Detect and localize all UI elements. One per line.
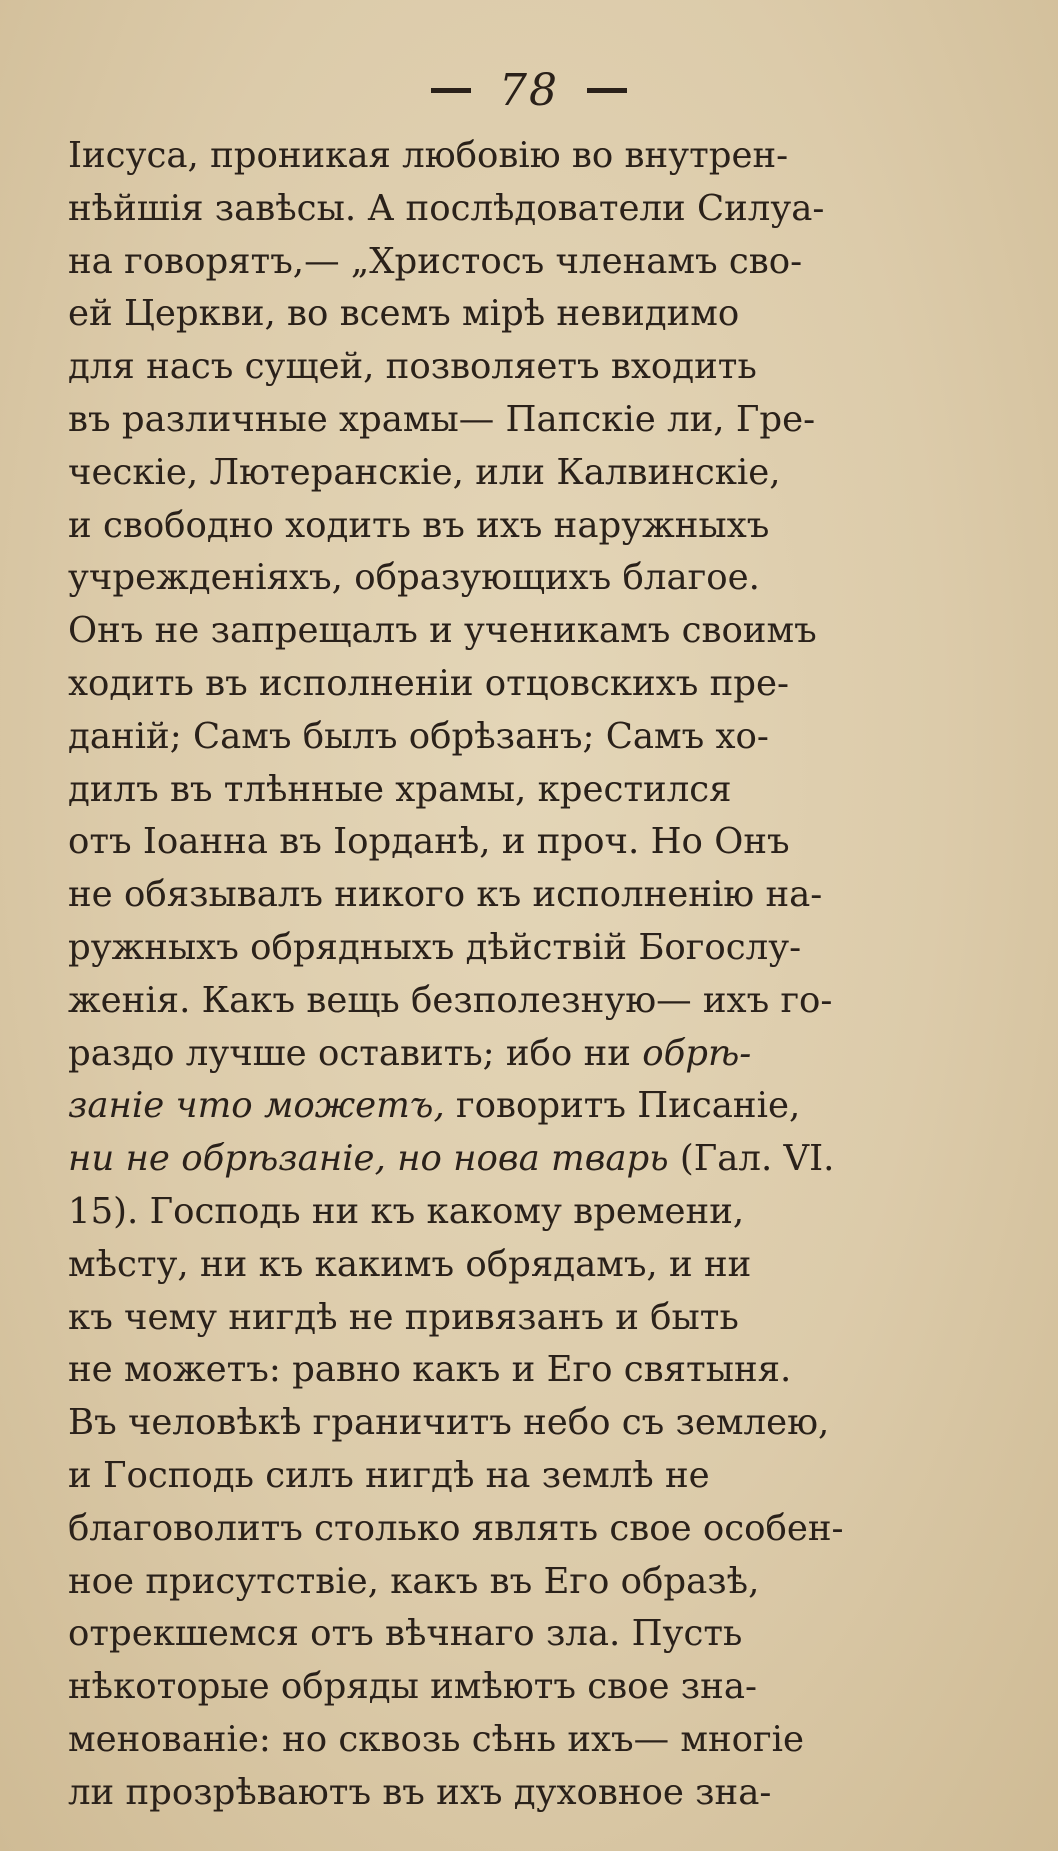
italic-segment: ни не обрѣзаніе, но нова тварь bbox=[68, 1138, 669, 1180]
text-line: ли прозрѣваютъ въ ихъ духовное зна- bbox=[68, 1771, 772, 1813]
page-header bbox=[0, 62, 1058, 116]
body-text bbox=[68, 130, 988, 1820]
text-line: для насъ сущей, позволяетъ входить bbox=[68, 346, 757, 388]
italic-segment: заніе что можетъ, bbox=[68, 1085, 445, 1127]
header-dash-right bbox=[587, 88, 627, 93]
roman-segment: раздо лучше оставить; ибо ни bbox=[68, 1032, 643, 1074]
text-line: отрекшемся отъ вѣчнаго зла. Пусть bbox=[68, 1613, 743, 1655]
text-line: ходить въ исполненіи отцовскихъ пре- bbox=[68, 662, 789, 704]
text-line: мѣсту, ни къ какимъ обрядамъ, и ни bbox=[68, 1243, 752, 1285]
text-line: нѣкоторые обряды имѣютъ свое зна- bbox=[68, 1666, 757, 1708]
text-line: въ различные храмы— Папскіе ли, Гре- bbox=[68, 398, 816, 440]
text-line: учрежденіяхъ, образующихъ благое. bbox=[68, 557, 760, 599]
text-line-mixed bbox=[68, 1133, 988, 1186]
text-line: не можетъ: равно какъ и Его святыня. bbox=[68, 1349, 792, 1391]
text-line: менованіе: но сквозь сѣнь ихъ— многіе bbox=[68, 1718, 805, 1760]
text-line: не обязывалъ никого къ исполненію на- bbox=[68, 874, 823, 916]
text-line: Въ человѣкѣ граничитъ небо съ землею, bbox=[68, 1402, 830, 1444]
text-line: Онъ не запрещалъ и ученикамъ своимъ bbox=[68, 610, 817, 652]
text-line: ческіе, Лютеранскіе, или Калвинскіе, bbox=[68, 451, 781, 493]
text-line: на говорятъ,— „Христосъ членамъ сво- bbox=[68, 240, 803, 282]
text-line: отъ Іоанна въ Іорданѣ, и проч. Но Онъ bbox=[68, 821, 790, 863]
header-dash-left bbox=[431, 88, 471, 93]
text-line: и свободно ходить въ ихъ наружныхъ bbox=[68, 504, 770, 546]
text-line-mixed bbox=[68, 1028, 988, 1081]
text-line: женія. Какъ вещь безполезную— ихъ го- bbox=[68, 979, 833, 1021]
text-line: ное присутствіе, какъ въ Его образѣ, bbox=[68, 1560, 760, 1602]
page-number: 78 bbox=[499, 65, 559, 116]
italic-segment: обрѣ- bbox=[642, 1032, 752, 1074]
text-line: нѣйшія завѣсы. А послѣдователи Силуа- bbox=[68, 187, 825, 229]
roman-segment: (Гал. VI. bbox=[668, 1138, 835, 1180]
text-line-mixed bbox=[68, 1080, 988, 1133]
text-line: ружныхъ обрядныхъ дѣйствій Богослу- bbox=[68, 926, 802, 968]
roman-segment: говоритъ Писаніе, bbox=[444, 1085, 801, 1127]
text-line: Іисуса, проникая любовію во внутрен- bbox=[68, 135, 789, 176]
text-line: ей Церкви, во всемъ мірѣ невидимо bbox=[68, 293, 740, 335]
text-line: и Господь силъ нигдѣ на землѣ не bbox=[68, 1454, 710, 1496]
text-line: дилъ въ тлѣнные храмы, крестился bbox=[68, 768, 732, 810]
text-line: благоволитъ столько являть свое особен- bbox=[68, 1507, 844, 1549]
text-line: 15). Господь ни къ какому времени, bbox=[68, 1190, 745, 1232]
text-line: даній; Самъ былъ обрѣзанъ; Самъ хо- bbox=[68, 715, 769, 757]
text-line: къ чему нигдѣ не привязанъ и быть bbox=[68, 1296, 739, 1338]
